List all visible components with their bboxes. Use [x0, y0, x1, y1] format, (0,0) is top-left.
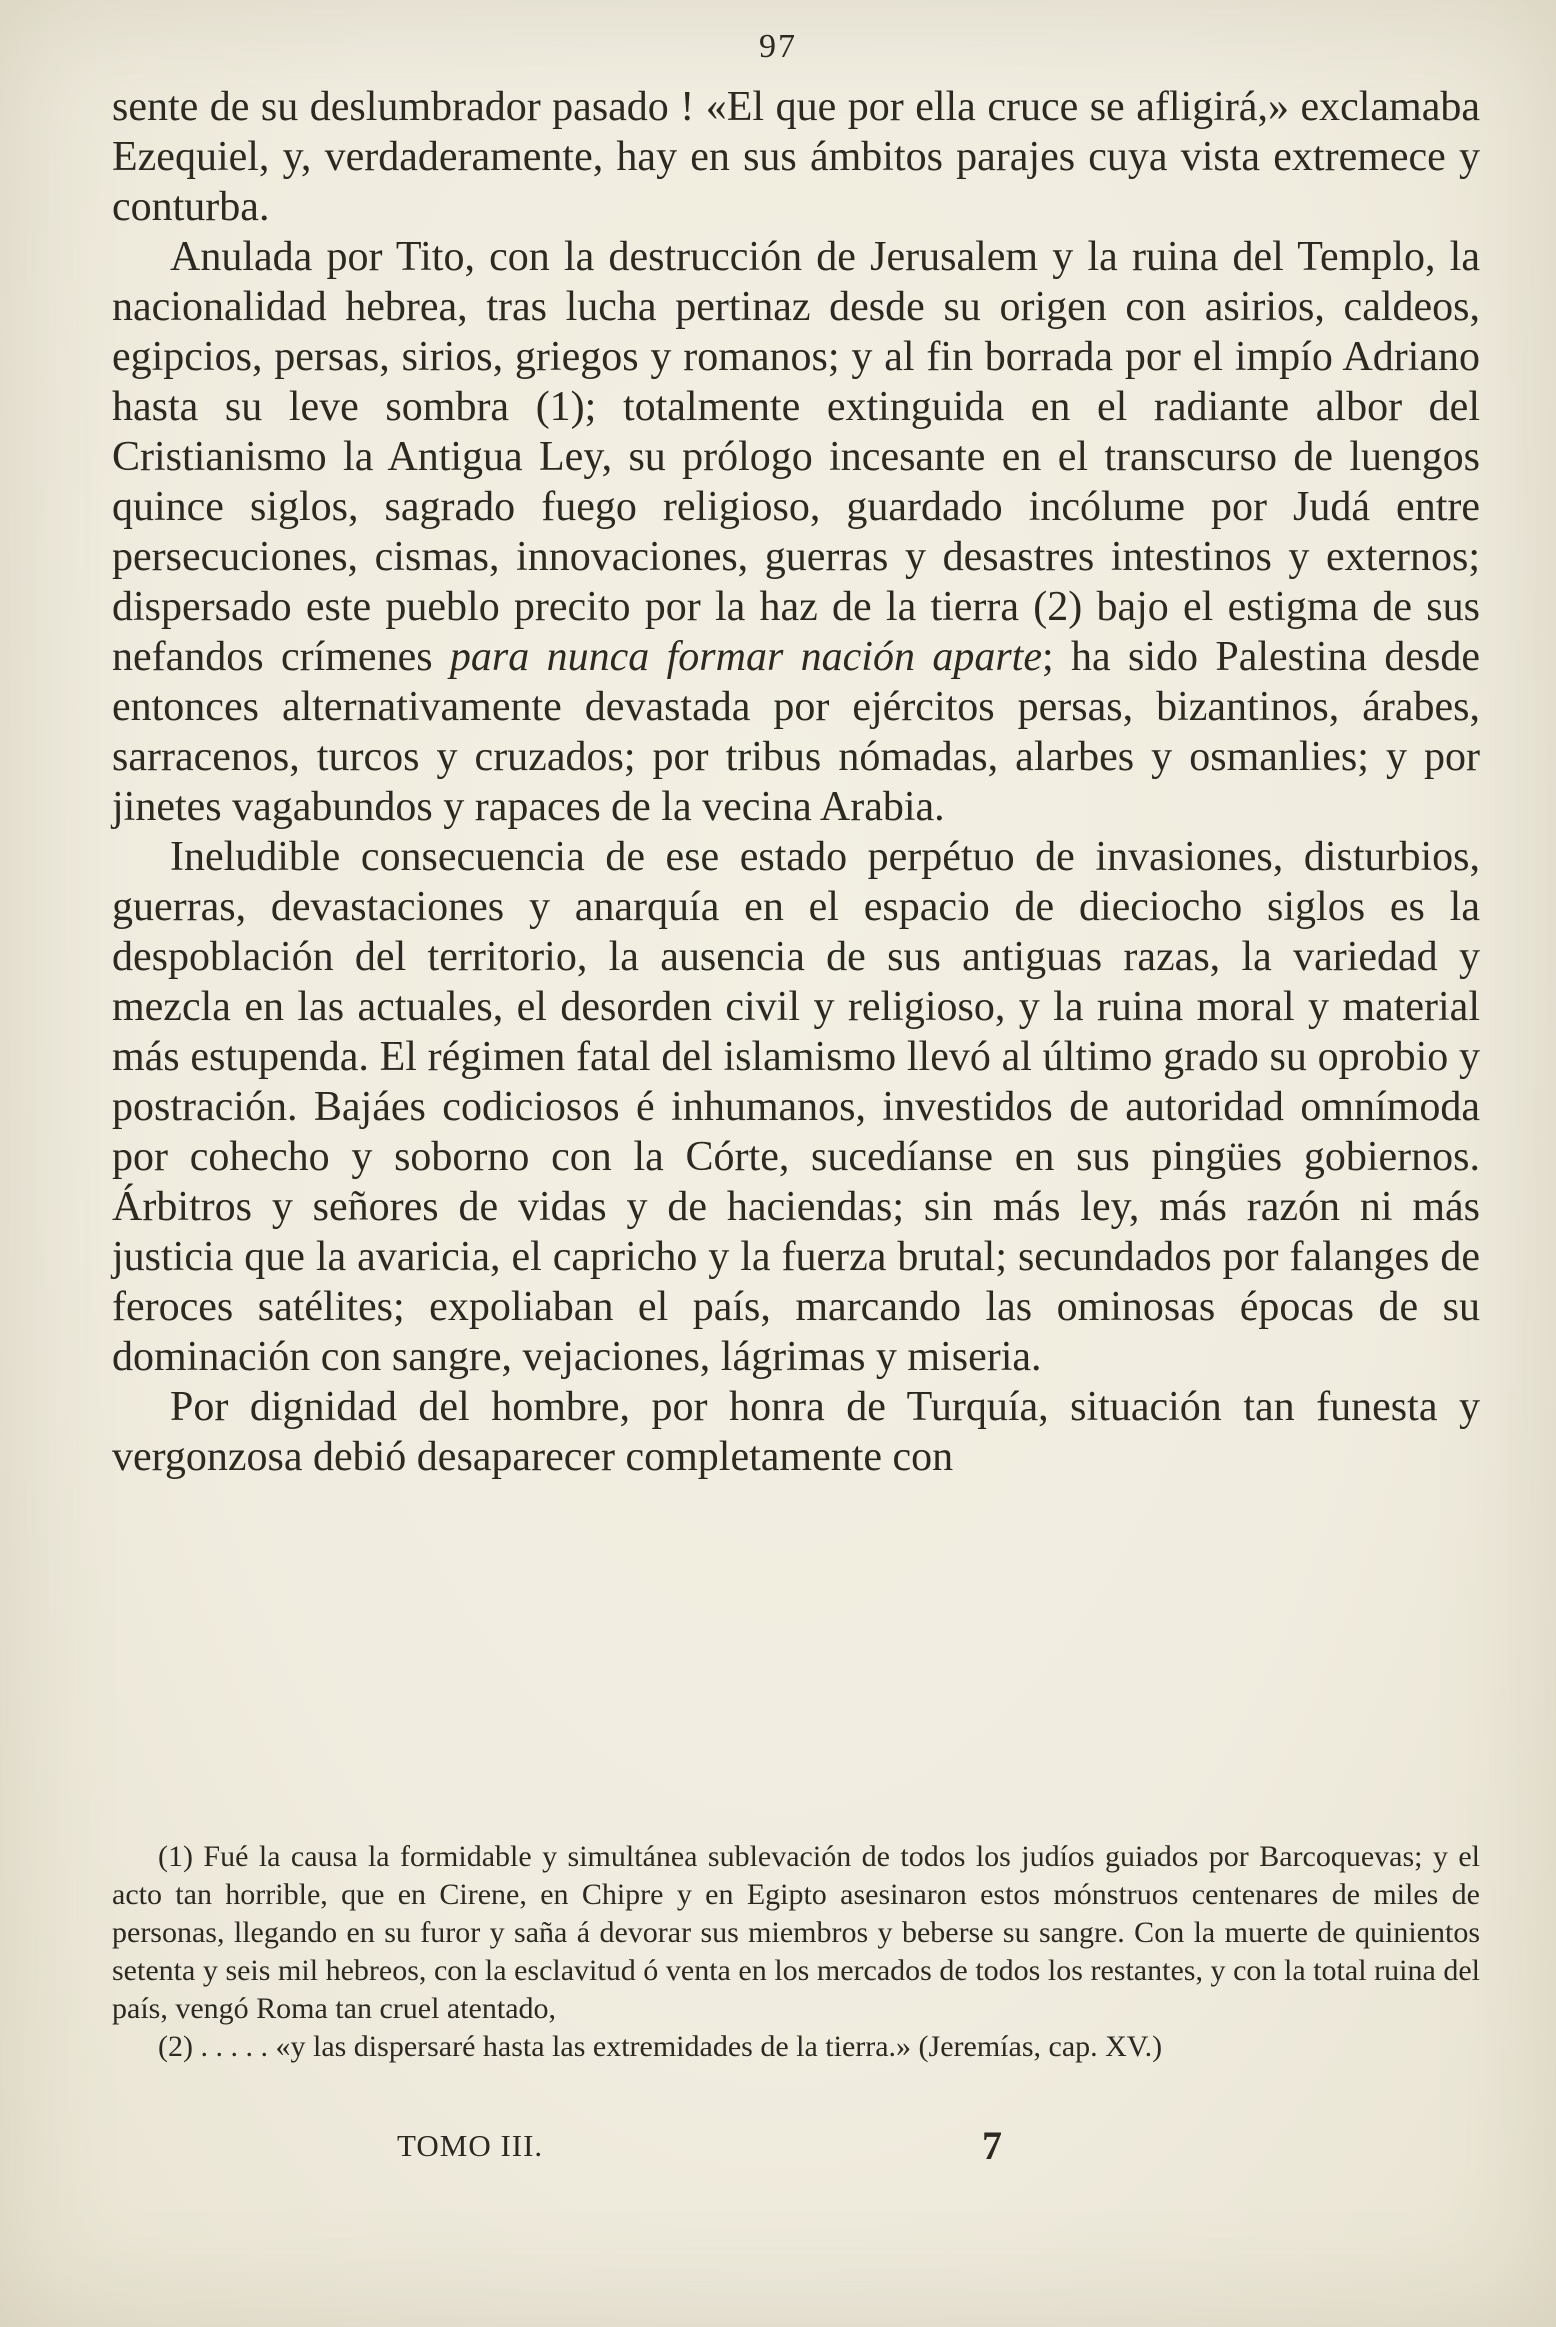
text-run: (2) . . . . . «y las dispersaré hasta las extremidades de la tierra.» (Jeremías, cap. XV.): [158, 2030, 1163, 2063]
text-run: Por dignidad del hombre, por honra de Turquía, situación tan funesta y vergonzosa debió desaparecer completamente con: [112, 1384, 1480, 1480]
footnote: [112, 2028, 1480, 2066]
italic-run: para nunca formar nación aparte: [449, 634, 1042, 680]
paragraph: [112, 82, 1480, 232]
paragraph: [112, 1382, 1480, 1482]
text-run: Ineludible consecuencia de ese estado perpétuo de invasiones, disturbios, guerras, devastaciones y anarquía en el espacio de dieciocho siglos es la despoblación del territorio, la ausencia de sus antiguas razas, la variedad y mezcla en las actuales, el desorden civil y religioso, y la ruina moral y material más estupenda. El régimen fatal del islamismo llevó al último grado su oprobio y postración. Bajáes codiciosos é inhumanos, investidos de autoridad omnímoda por cohecho y soborno con la Córte, sucedíanse en sus pingües gobiernos. Árbitros y señores de vidas y de haciendas; sin más ley, más razón ni más justicia que la avaricia, el capricho y la fuerza brutal; secundados por falanges de feroces satélites; expoliaban el país, marcando las ominosas épocas de su dominación con sangre, vejaciones, lágrimas y miseria.: [112, 834, 1480, 1380]
footnotes-block: [112, 1838, 1480, 2066]
signature-number: 7: [982, 2123, 1002, 2168]
page-number: 97: [759, 28, 797, 65]
footnote: [112, 1838, 1480, 2028]
paragraph: [112, 232, 1480, 832]
text-run: Anulada por Tito, con la destrucción de Jerusalem y la ruina del Templo, la nacionalidad hebrea, tras lucha pertinaz desde su origen con asirios, caldeos, egipcios, persas, sirios, griegos y romanos; y al fin borrada por el impío Adriano hasta su leve sombra (1); totalmente extinguida en el radiante albor del Cristianismo la Antigua Ley, su prólogo incesante en el transcurso de luengos quince siglos, sagrado fuego religioso, guardado incólume por Judá entre persecuciones, cismas, innovaciones, guerras y desastres intestinos y externos; dispersado este pueblo precito por la haz de la tierra (2) bajo el estigma de sus nefandos crímenes: [112, 234, 1480, 680]
volume-label: TOMO III.: [397, 2128, 544, 2163]
text-run: ; ha sido Palestina desde entonces alternativamente devastada por ejércitos persas, bizantinos, árabes, sarracenos, turcos y cruzados; por tribus nómadas, alarbes y osmanlies; y por jinetes vagabundos y rapaces de la vecina Arabia.: [112, 634, 1480, 830]
text-run: sente de su deslumbrador pasado ! «El que por ella cruce se afligirá,» exclamaba Ezequiel, y, verdaderamente, hay en sus ámbitos parajes cuya vista extremece y conturba.: [112, 84, 1480, 230]
paragraph: [112, 832, 1480, 1382]
page-footer: [112, 2122, 1480, 2182]
text-run: (1) Fué la causa la formidable y simultánea sublevación de todos los judíos guiados por Barcoquevas; y el acto tan horrible, que en Cirene, en Chipre y en Egipto asesinaron estos mónstruos centenares de miles de personas, llegando en su furor y saña á devorar sus miembros y beberse su sangre. Con la muerte de quinientos setenta y seis mil hebreos, con la esclavitud ó venta en los mercados de todos los restantes, y con la total ruina del país, vengó Roma tan cruel atentado,: [112, 1840, 1480, 2025]
body-text: [112, 82, 1480, 1482]
